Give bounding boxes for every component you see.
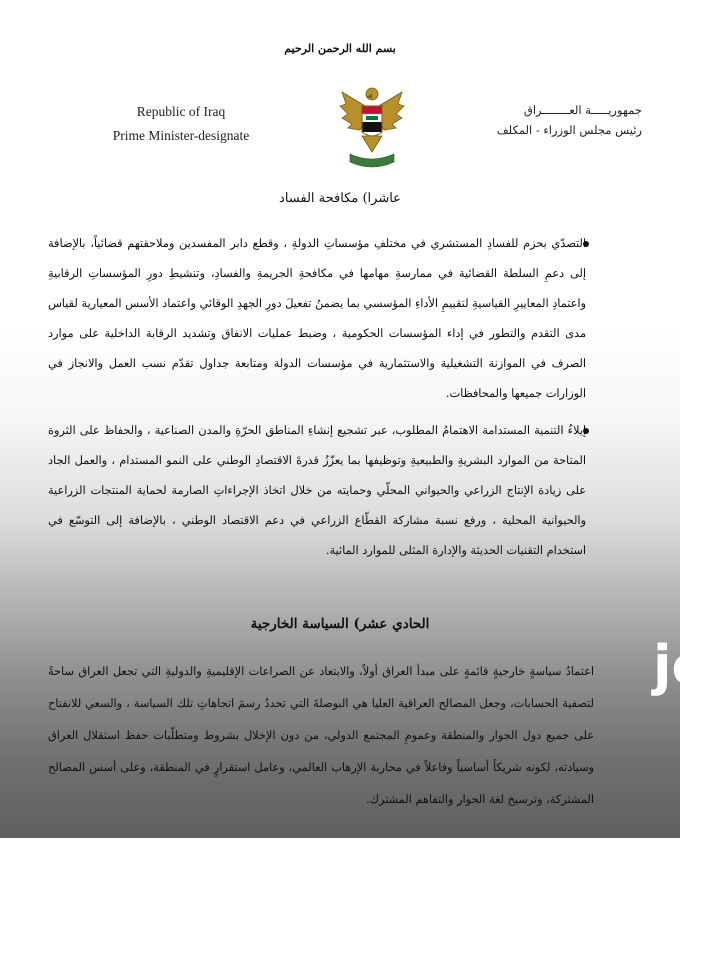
- letterhead-arabic: [497, 100, 642, 140]
- basmala: بسم الله الرحمن الرحيم: [284, 42, 396, 55]
- section-11-paragraph: اعتمادُ سياسةٍ خارجيةٍ قائمةٍ على مبدأ العراق أولاً، والابتعاد عن الصراعات الإقليميةِ والدوليةِ التي تجعل العراق ساحةً لتصفية الحسابات، وجعل المصالح العراقية العليا هي البوصلةَ التي تحددُ رسمَ اتجاهاتِ تلك السياسة ، والسعي للانفتاح على جميع دول الجوار والمنطقة وعمومِ المجتمع الدولي، من دون الإخلال بشروط ومتطلّبات حفظ استقلال العراق وسيادته، لكونه شريكاً أساسياً وفاعلاً في محاربة الإرهاب العالمي، وعامل استقرارٍ في المنطقة، وعلى أسس المصالح المشتركة، وترسيخ لغة الحوار والتفاهم المشترك.: [48, 665, 594, 806]
- iraq-eagle-emblem-icon: [336, 80, 408, 172]
- section-10-title: عاشرا) مكافحة الفساد: [279, 191, 401, 206]
- section-10-bullet-1: التصدّي بحزم للفسادِ المستشري في مختلفِ مؤسساتِ الدولةِ ، وقطع دابر المفسدين وملاحقتهم قضائياً، بالإضافة إلى دعمِ السلطة القضائية في ممارسةِ مهامها في مكافحةِ الجريمةِ والفسادِ، وتنشيطِ دورِ المؤسساتِ الرقابيةِ واعتمادِ المعاييرِ القياسيةِ لتقييمِ الأداءِ المؤسسي بما يضمنُ تفعيلَ دورِ الجهدِ الوقائي واعتماد الأسس المعيارية لقياس مدى التقدم والتطور في إداء المؤسسات الحكومية ، وضبط عمليات الانفاق وتشديد الرقابة الداخلية على موارد الصرف في الموازنة التشغيلية والاستثمارية في مؤسسات الدولة ومتابعة جداول تقدّم نسب العمل والانجاز في الوزارات جميعها والمحافظات.: [48, 237, 586, 400]
- country-name-english: Republic of Iraq: [136, 104, 226, 119]
- country-name-arabic: جمهوريـــــة العــــــــراق: [523, 103, 642, 117]
- office-title-arabic: رئيس مجلس الوزراء - المكلف: [496, 123, 642, 137]
- section-10-bullet-2: إيلاءُ التنمية المستدامة الاهتمامُ المطلوب، عبر تشجيع إنشاءِ المناطق الحرّةِ والمدن الصناعية ، والحفاظ على الثروة المتاحة من الموارد البشريةِ والطبيعيةِ وتوظيفها بما يعزّزُ قدرةَ الاقتصادِ الوطني على النمو المستدام ، والعمل الجاد على زيادة الإنتاج الزراعي والحيواني المحلّي وحمايته من خلال اتخاذ الإجراءاتِ الصارمة لحماية المنتجات الزراعية والحيوانية المحلية ، ورفع نسبة مشاركة القطّاع الزراعي في دعم الاقتصاد الوطني ، بالإضافة إلى التوسّع في استخدام التقنيات الحديثة والإدارة المثلى للموارد المائية.: [48, 424, 586, 557]
- letterhead-english: [96, 100, 266, 148]
- section-11-title: الحادي عشر) السياسة الخارجية: [250, 616, 430, 632]
- office-title-english: Prime Minister-designate: [112, 128, 250, 143]
- watermark-text: jo: [653, 634, 709, 697]
